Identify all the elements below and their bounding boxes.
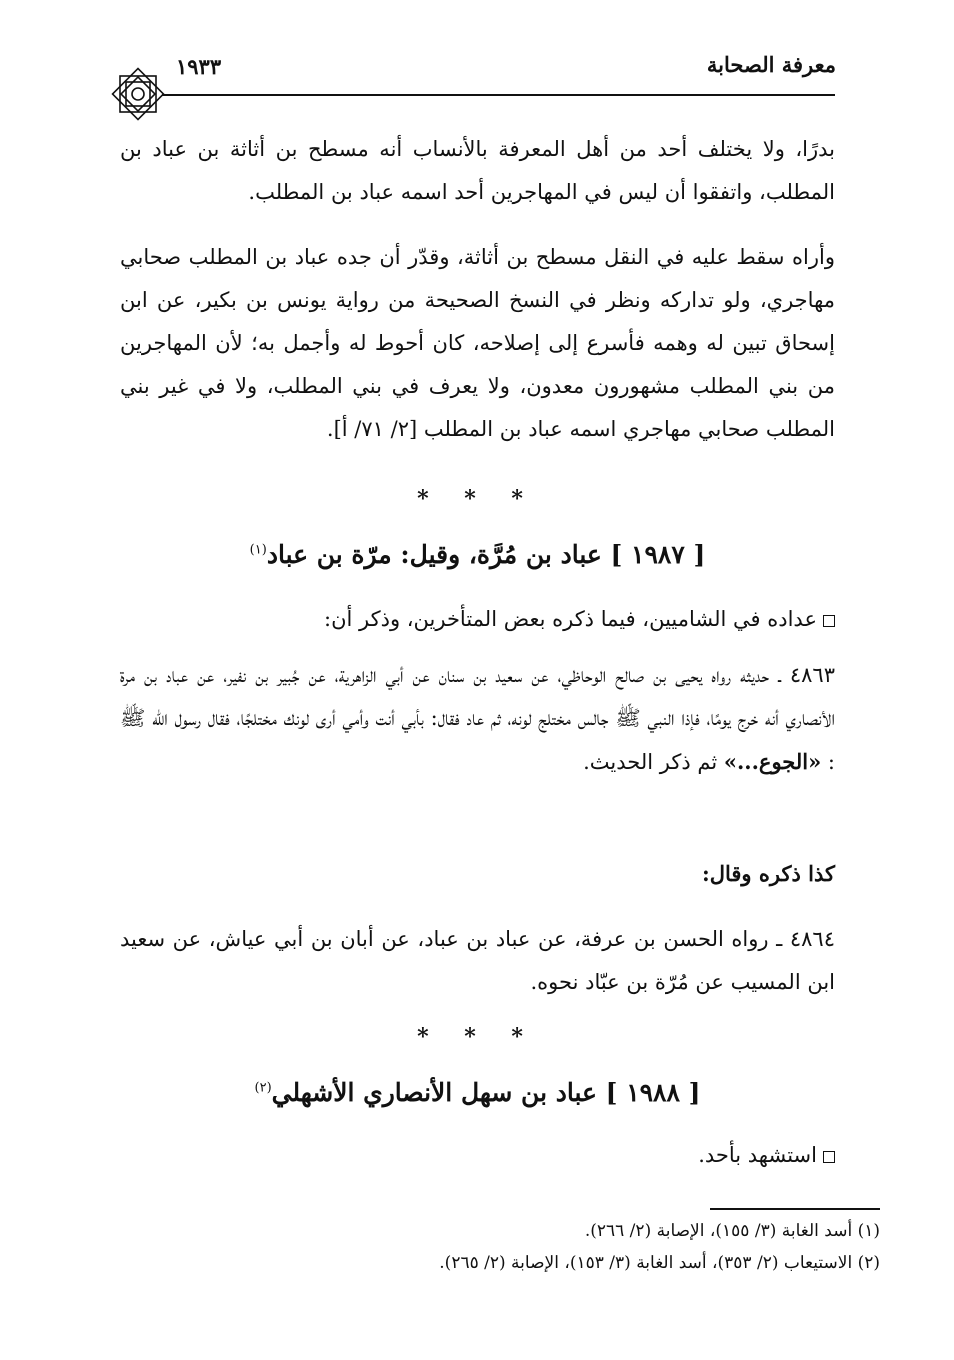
footnote-mark: (٢)	[254, 1080, 272, 1096]
entry-title: [ ١٩٨٧ ] عباد بن مُرَّة، وقيل: مرّة بن عباد	[266, 540, 706, 569]
square-bullet-icon	[823, 615, 835, 627]
star-ornament-icon	[106, 62, 170, 126]
entry-intro-1988: استشهد بأحد.	[120, 1134, 835, 1177]
hadith-4864: ٤٨٦٤ ـ رواه الحسن بن عرفة، عن عباد بن عباد، عن أبان بن أبي عياش، عن سعيد ابن المسيب عن مُرّة بن عبّاد نحوه.	[120, 927, 835, 994]
running-header-title: معرفة الصحابة	[706, 52, 836, 77]
page-number: ١٩٣٣	[176, 54, 222, 79]
square-bullet-icon	[823, 1151, 835, 1163]
paragraph-continuation: بدرًا، ولا يختلف أحد من أهل المعرفة بالأنساب أنه مسطح بن أثاثة بن عباد بن المطلب، واتفقوا أن ليس في المهاجرين أحد اسمه عباد بن المطلب.	[120, 137, 835, 204]
footnote-1: (١) أسد الغابة (٣/ ١٥٥)، الإصابة (٢/ ٢٦٦).	[584, 1221, 880, 1241]
entry-intro-1987: عداده في الشاميين، فيما ذكره بعض المتأخرين، وذكر أن:	[120, 598, 835, 641]
entry-title: [ ١٩٨٨ ] عباد بن سهل الأنصاري الأشهلي	[271, 1078, 701, 1107]
footnote-rule	[710, 1208, 880, 1210]
section-separator: * * *	[417, 486, 537, 512]
hadith-quote: «الجوع...»	[723, 749, 822, 774]
narration-note: كذا ذكره وقال:	[701, 861, 835, 886]
header-rule	[162, 94, 835, 96]
footnote-2: (٢) الاستيعاب (٢/ ٣٥٣)، أسد الغابة (٣/ ١٥٣)، الإصابة (٢/ ٢٦٥).	[439, 1253, 880, 1273]
paragraph-commentary: وأراه سقط عليه في النقل مسطح بن أثاثة، وقدّر أن جده عباد بن المطلب صحابي مهاجري، ولو تداركه ونظر في النسخ الصحيحة من رواية يونس بن بكير، عن ابن إسحاق تبين له وهمه فأسرع إلى إصلاحه، كان أحوط له وأجمل به؛ لأن المهاجرين من بني المطلب مشهورون معدون، ولا يعرف في بني المطلب، ولا في غير بني المطلب صحابي مهاجري اسمه عباد بن المطلب [٢/ ٧١/ أ].	[120, 245, 835, 441]
entry-heading-1987	[120, 540, 835, 569]
section-separator-2: * * *	[417, 1024, 537, 1050]
entry-heading-1988	[120, 1078, 835, 1107]
footnote-mark: (١)	[249, 542, 267, 558]
hadith-4863: ٤٨٦٣ ـ حديثه رواه يحيى بن صالح الوحاظي، عن سعيد بن سنان عن أبي الزاهرية، عن جُبير بن نفير، عن عباد بن مرة الأنصاري أنه خرج يومًا، فإذا النبي ﷺ جالس مختلج لونه، ثم عاد فقال: بأبي أنت وأمي أرى لونك مختلجًا، فقال رسول الله ﷺ : «الجوع...» ثم ذكر الحديث.	[120, 663, 835, 774]
